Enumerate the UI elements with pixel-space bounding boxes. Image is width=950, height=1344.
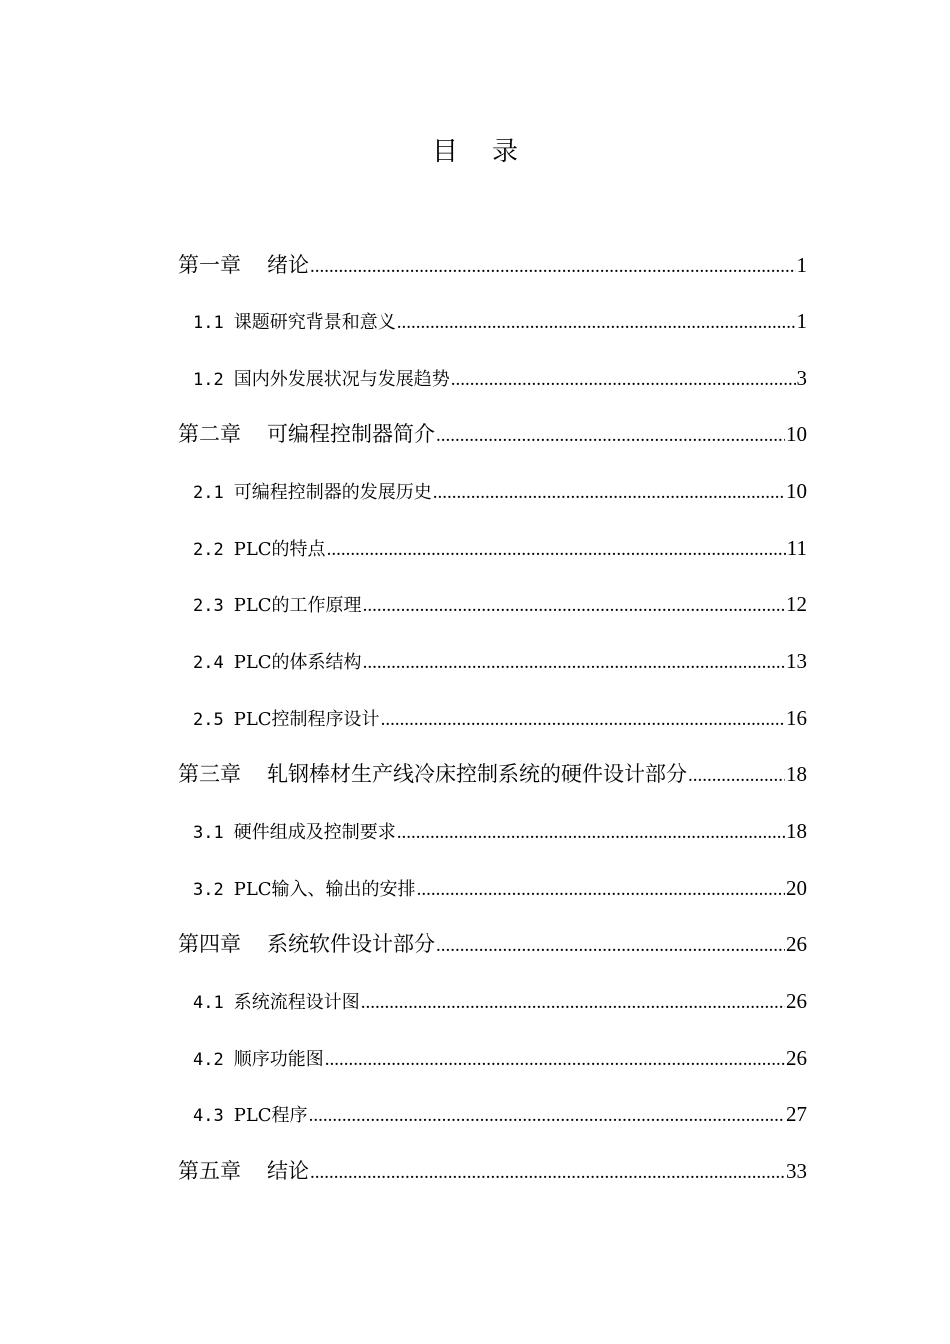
dot-leader	[417, 874, 785, 906]
toc-entry-title: PLC输入、输出的安排	[233, 879, 416, 900]
toc-entry-section-3-1[interactable]	[193, 815, 807, 847]
toc-entry-number: 第一章	[178, 253, 241, 277]
toc-entry-title: 系统软件设计部分	[267, 932, 435, 956]
toc-entry-page: 26	[786, 932, 807, 956]
toc-entry-section-1-2[interactable]	[193, 362, 807, 394]
toc-entry-page: 3	[796, 366, 807, 390]
dot-leader	[688, 760, 785, 792]
toc-entry-number: 第三章	[178, 762, 241, 786]
toc-entry-title: 结论	[267, 1159, 309, 1183]
toc-entry-page: 11	[786, 536, 807, 560]
toc-entry-number: 2.4	[193, 653, 224, 673]
dot-leader	[310, 251, 796, 283]
toc-entry-title: 系统流程设计图	[233, 992, 360, 1013]
page-title-char-2: 录	[492, 137, 519, 167]
toc-entry-number: 1.1	[193, 313, 224, 333]
toc-entry-title: PLC控制程序设计	[233, 709, 380, 730]
toc-entry-section-4-2[interactable]	[193, 1042, 807, 1074]
dot-leader	[363, 590, 785, 622]
toc-entry-page: 16	[786, 706, 807, 730]
dot-leader	[436, 420, 785, 452]
toc-entry-page: 33	[786, 1159, 807, 1183]
toc-entry-page: 1	[796, 309, 807, 333]
dot-leader	[309, 1100, 785, 1132]
toc-entry-chapter-3[interactable]	[178, 758, 807, 790]
dot-leader	[436, 930, 785, 962]
toc-entry-number: 4.2	[193, 1050, 224, 1070]
toc-entry-title: PLC的工作原理	[233, 595, 362, 616]
toc-entry-section-2-4[interactable]	[193, 645, 807, 677]
toc-entry-number: 4.1	[193, 993, 224, 1013]
toc-entry-section-4-3[interactable]	[193, 1098, 807, 1130]
toc-entry-number: 3.2	[193, 880, 224, 900]
toc-entry-chapter-1[interactable]	[178, 249, 807, 281]
toc-entry-page: 12	[786, 592, 807, 616]
toc-entry-number: 第二章	[178, 422, 241, 446]
toc-entry-number: 第五章	[178, 1159, 241, 1183]
toc-entry-chapter-2[interactable]	[178, 418, 807, 450]
dot-leader	[433, 477, 785, 509]
toc-entry-title: 国内外发展状况与发展趋势	[233, 369, 450, 390]
toc-entry-section-3-2[interactable]	[193, 872, 807, 904]
dot-leader	[310, 1157, 785, 1189]
dot-leader	[363, 647, 785, 679]
toc-entry-title: 可编程控制器的发展历史	[233, 482, 432, 503]
toc-entry-section-2-1[interactable]	[193, 475, 807, 507]
toc-entry-number: 2.5	[193, 710, 224, 730]
toc-entry-title: 课题研究背景和意义	[233, 312, 396, 333]
toc-entry-number: 2.3	[193, 596, 224, 616]
toc-entry-title: PLC的体系结构	[233, 652, 362, 673]
toc-entry-number: 2.1	[193, 483, 224, 503]
toc-entry-section-4-1[interactable]	[193, 985, 807, 1017]
dot-leader	[381, 704, 785, 736]
toc-entry-section-2-2[interactable]	[193, 532, 807, 564]
dot-leader	[397, 307, 796, 339]
toc-entry-page: 26	[786, 1046, 807, 1070]
toc-entry-title: 轧钢棒材生产线冷床控制系统的硬件设计部分	[267, 762, 687, 786]
toc-entry-chapter-4[interactable]	[178, 928, 807, 960]
toc-entry-number: 第四章	[178, 932, 241, 956]
toc-entry-section-1-1[interactable]	[193, 305, 807, 337]
dot-leader	[361, 987, 785, 1019]
toc-entry-title: 绪论	[267, 253, 309, 277]
toc-entry-page: 10	[786, 422, 807, 446]
toc-entry-chapter-5[interactable]	[178, 1155, 807, 1187]
toc-entry-page: 10	[786, 479, 807, 503]
toc-entry-page: 18	[786, 762, 807, 786]
toc-entry-title: 硬件组成及控制要求	[233, 822, 396, 843]
toc-entry-title: 顺序功能图	[233, 1049, 324, 1070]
toc-entry-page: 20	[786, 876, 807, 900]
toc-entry-number: 1.2	[193, 370, 224, 390]
toc-entry-page: 13	[786, 649, 807, 673]
toc-entry-number: 2.2	[193, 540, 224, 560]
toc-entry-title: 可编程控制器简介	[267, 422, 435, 446]
toc-entry-number: 4.3	[193, 1106, 224, 1126]
toc-entry-number: 3.1	[193, 823, 224, 843]
toc-entry-title: PLC程序	[233, 1105, 308, 1126]
dot-leader	[325, 1044, 785, 1076]
toc-entry-page: 27	[786, 1102, 807, 1126]
dot-leader	[451, 364, 796, 396]
dot-leader	[327, 534, 786, 566]
toc-entry-page: 26	[786, 989, 807, 1013]
page-title-char-1: 目	[431, 137, 458, 167]
toc-entry-section-2-3[interactable]	[193, 588, 807, 620]
dot-leader	[397, 817, 785, 849]
toc-entry-title: PLC的特点	[233, 539, 326, 560]
toc-entry-section-2-5[interactable]	[193, 702, 807, 734]
toc-entry-page: 18	[786, 819, 807, 843]
toc-entry-page: 1	[796, 253, 807, 277]
